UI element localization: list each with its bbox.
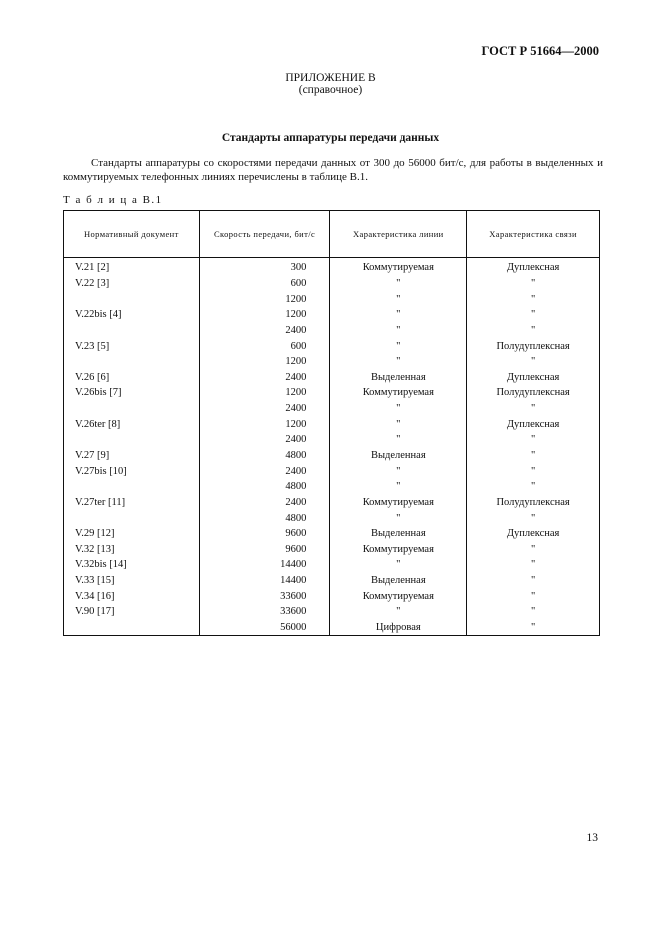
table-row [64, 323, 600, 339]
cell-speed: 2400 [199, 495, 330, 511]
column-header-document: Нормативный документ [64, 211, 200, 258]
cell-line-type: " [330, 557, 467, 573]
cell-connection-type: " [467, 604, 600, 620]
cell-connection-type: " [467, 307, 600, 323]
cell-line-type: Цифровая [330, 620, 467, 636]
cell-document: V.33 [15] [64, 573, 200, 589]
cell-speed: 1200 [199, 416, 330, 432]
cell-document: V.90 [17] [64, 604, 200, 620]
table-caption: Т а б л и ц а В.1 [63, 194, 163, 206]
cell-document [64, 354, 200, 370]
cell-connection-type: " [467, 291, 600, 307]
cell-document: V.32bis [14] [64, 557, 200, 573]
cell-connection-type: " [467, 573, 600, 589]
cell-speed: 2400 [199, 401, 330, 417]
cell-connection-type: Полудуплексная [467, 338, 600, 354]
cell-speed: 4800 [199, 510, 330, 526]
table-row [64, 604, 600, 620]
cell-connection-type: " [467, 542, 600, 558]
cell-connection-type: " [467, 620, 600, 636]
cell-connection-type: " [467, 276, 600, 292]
appendix-subtitle: (справочное) [298, 84, 363, 96]
cell-connection-type: Дуплексная [467, 369, 600, 385]
table-row [64, 401, 600, 417]
cell-speed: 1200 [199, 354, 330, 370]
cell-document [64, 432, 200, 448]
cell-speed: 33600 [199, 604, 330, 620]
cell-connection-type: Дуплексная [467, 258, 600, 276]
table-row [64, 338, 600, 354]
table-row [64, 463, 600, 479]
cell-document: V.27ter [11] [64, 495, 200, 511]
table-row [64, 526, 600, 542]
cell-document [64, 323, 200, 339]
cell-document: V.21 [2] [64, 258, 200, 276]
cell-line-type: Коммутируемая [330, 588, 467, 604]
cell-connection-type: " [467, 510, 600, 526]
table-row [64, 573, 600, 589]
cell-speed: 300 [199, 258, 330, 276]
cell-connection-type: " [467, 323, 600, 339]
cell-document [64, 620, 200, 636]
table-row [64, 354, 600, 370]
cell-speed: 1200 [199, 385, 330, 401]
cell-speed: 9600 [199, 526, 330, 542]
cell-connection-type: " [467, 354, 600, 370]
cell-speed: 1200 [199, 291, 330, 307]
cell-speed: 600 [199, 338, 330, 354]
cell-speed: 2400 [199, 369, 330, 385]
table-header-row [64, 211, 600, 258]
cell-document: V.26ter [8] [64, 416, 200, 432]
cell-document: V.22 [3] [64, 276, 200, 292]
section-title: Стандарты аппаратуры передачи данных [221, 132, 440, 144]
table-row [64, 479, 600, 495]
cell-connection-type: " [467, 432, 600, 448]
table-row [64, 620, 600, 636]
table-row [64, 291, 600, 307]
table-row [64, 369, 600, 385]
table-row [64, 510, 600, 526]
cell-line-type: Коммутируемая [330, 542, 467, 558]
cell-line-type: Выделенная [330, 448, 467, 464]
cell-line-type: Выделенная [330, 369, 467, 385]
cell-speed: 2400 [199, 432, 330, 448]
cell-connection-type: Полудуплексная [467, 385, 600, 401]
cell-line-type: " [330, 432, 467, 448]
cell-line-type: " [330, 276, 467, 292]
table-row [64, 495, 600, 511]
cell-speed: 4800 [199, 479, 330, 495]
cell-line-type: " [330, 338, 467, 354]
cell-document: V.23 [5] [64, 338, 200, 354]
cell-connection-type: " [467, 463, 600, 479]
standards-table [63, 210, 600, 636]
cell-speed: 56000 [199, 620, 330, 636]
cell-connection-type: Дуплексная [467, 526, 600, 542]
cell-document: V.22bis [4] [64, 307, 200, 323]
page-number: 13 [586, 832, 598, 844]
cell-connection-type: " [467, 401, 600, 417]
cell-connection-type: " [467, 588, 600, 604]
cell-connection-type: " [467, 448, 600, 464]
table-row [64, 448, 600, 464]
cell-line-type: " [330, 291, 467, 307]
cell-line-type: Выделенная [330, 573, 467, 589]
cell-speed: 2400 [199, 463, 330, 479]
table-row [64, 432, 600, 448]
cell-speed: 4800 [199, 448, 330, 464]
cell-document [64, 401, 200, 417]
intro-paragraph: Стандарты аппаратуры со скоростями передачи данных от 300 до 56000 бит/с, для работы в выделенных и коммутируемых телефонных линиях перечислены в таблице В.1. [63, 157, 603, 183]
cell-line-type: " [330, 401, 467, 417]
table-row [64, 588, 600, 604]
cell-line-type: Коммутируемая [330, 258, 467, 276]
table-row [64, 385, 600, 401]
cell-connection-type: " [467, 557, 600, 573]
cell-line-type: " [330, 479, 467, 495]
cell-speed: 9600 [199, 542, 330, 558]
cell-line-type: " [330, 510, 467, 526]
cell-speed: 600 [199, 276, 330, 292]
cell-line-type: " [330, 307, 467, 323]
cell-document: V.32 [13] [64, 542, 200, 558]
table-row [64, 542, 600, 558]
appendix-heading [0, 72, 661, 96]
cell-document: V.27 [9] [64, 448, 200, 464]
cell-document: V.26bis [7] [64, 385, 200, 401]
cell-line-type: Коммутируемая [330, 385, 467, 401]
cell-speed: 33600 [199, 588, 330, 604]
cell-connection-type: Дуплексная [467, 416, 600, 432]
column-header-connection: Характеристика связи [467, 211, 600, 258]
cell-document: V.27bis [10] [64, 463, 200, 479]
column-header-speed: Скорость передачи, бит/с [199, 211, 330, 258]
cell-document [64, 479, 200, 495]
appendix-title: ПРИЛОЖЕНИЕ В [285, 72, 376, 84]
table-row [64, 557, 600, 573]
document-header: ГОСТ Р 51664—2000 [481, 44, 599, 58]
cell-speed: 14400 [199, 573, 330, 589]
cell-document [64, 291, 200, 307]
table-row [64, 276, 600, 292]
cell-line-type: Выделенная [330, 526, 467, 542]
table-row [64, 258, 600, 276]
table-body [64, 258, 600, 636]
column-header-line: Характеристика линии [330, 211, 467, 258]
cell-connection-type: Полудуплексная [467, 495, 600, 511]
cell-line-type: " [330, 354, 467, 370]
cell-line-type: " [330, 416, 467, 432]
cell-document: V.29 [12] [64, 526, 200, 542]
table-row [64, 307, 600, 323]
cell-document [64, 510, 200, 526]
cell-speed: 2400 [199, 323, 330, 339]
cell-document: V.26 [6] [64, 369, 200, 385]
cell-document: V.34 [16] [64, 588, 200, 604]
cell-line-type: " [330, 604, 467, 620]
cell-speed: 14400 [199, 557, 330, 573]
cell-line-type: " [330, 463, 467, 479]
cell-connection-type: " [467, 479, 600, 495]
cell-speed: 1200 [199, 307, 330, 323]
cell-line-type: " [330, 323, 467, 339]
cell-line-type: Коммутируемая [330, 495, 467, 511]
table-row [64, 416, 600, 432]
